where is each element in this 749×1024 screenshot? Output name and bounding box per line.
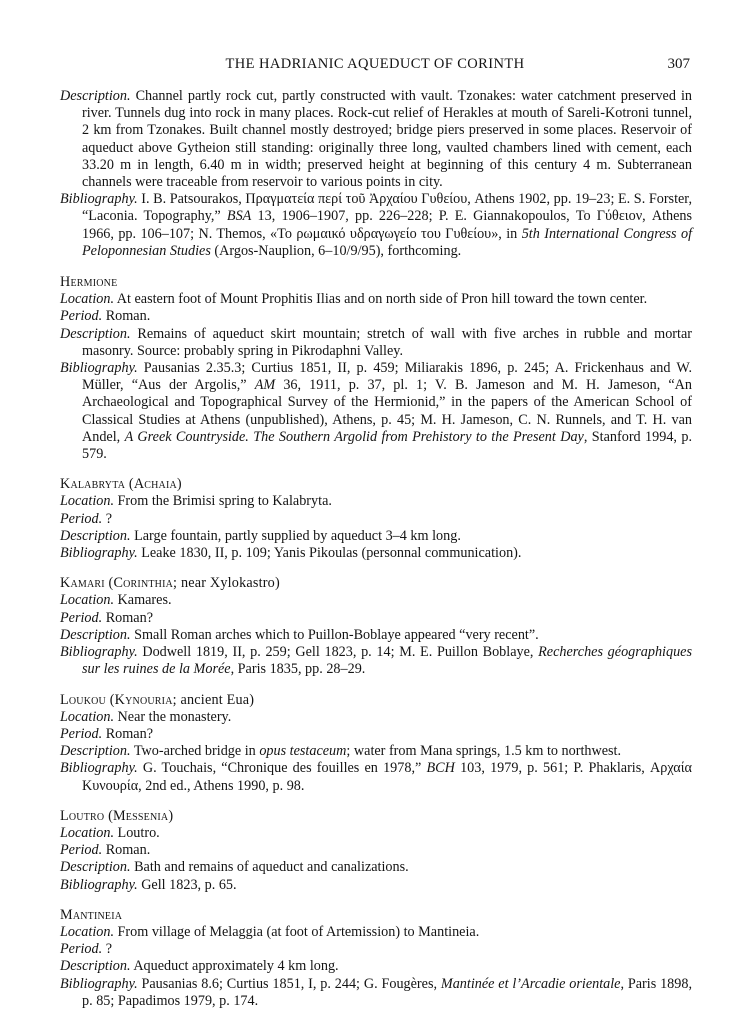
description-label: Description. — [60, 626, 131, 643]
entry-region: (Messenia) — [108, 807, 174, 824]
bibliography-label: Bibliography. — [60, 760, 138, 777]
bibliography-label: Bibliography. — [60, 975, 138, 992]
book-title: A Greek Countryside. The Southern Argolid from Prehistory to the Present Day — [124, 428, 584, 445]
description-field — [60, 743, 692, 760]
location-text: Near the monastery. — [117, 708, 232, 725]
description-field — [60, 326, 692, 360]
bibliography-field — [60, 644, 692, 678]
bibliography-text: , Stanford 1994, p. 579. — [82, 428, 692, 463]
period-text: Roman. — [105, 842, 151, 859]
entry-heading: Mantineia — [60, 906, 123, 923]
journal-title: BSA — [226, 208, 252, 225]
period-text: ? — [105, 941, 113, 958]
period-text: Roman. — [105, 308, 151, 325]
bibliography-text: Gell 1823, p. 65. — [141, 876, 237, 893]
bibliography-field — [60, 191, 692, 260]
location-field — [60, 592, 692, 609]
bibliography-field — [60, 877, 692, 894]
bibliography-text: Pausanias 8.6; Curtius 1851, I, p. 244; G. Fougères, — [141, 975, 438, 992]
description-field — [60, 528, 692, 545]
period-label: Period. — [60, 609, 103, 626]
bibliography-field — [60, 976, 692, 1010]
bibliography-text: 103, 1979, p. 561; P. Phaklaris, Αρχαία Κυνουρία, 2nd ed., Athens 1990, p. 98. — [82, 760, 692, 794]
publication-title: 5th International Congress of Peloponnesian Studies — [82, 225, 693, 259]
location-field — [60, 493, 692, 510]
period-field — [60, 842, 692, 859]
bibliography-text: 36, 1911, p. 37, pl. 1; V. B. Jameson and M. H. Jameson, “An Archaeological and Topographical Survey of the Hermionid,” in the papers of the American School of Classical Studies at Athens (unpublished), Athens, p. 45; M. H. Jameson, C. N. Runnels, and T. H. van Andel, — [82, 377, 693, 445]
description-text: Remains of aqueduct skirt mountain; stretch of wall with five arches in rubble and mortar masonry. Source: probably spring in Pikrodaphni Valley. — [82, 325, 692, 359]
location-label: Location. — [60, 493, 114, 510]
bibliography-label: Bibliography. — [60, 644, 138, 661]
page-body — [60, 88, 692, 1023]
bibliography-field — [60, 360, 692, 463]
entry-kalabryta — [60, 476, 692, 562]
bibliography-label: Bibliography. — [60, 191, 138, 208]
description-field — [60, 958, 692, 975]
entry-gytheion-continued — [60, 88, 692, 260]
description-field — [60, 627, 692, 644]
description-text: Small Roman arches which to Puillon-Boblaye appeared “very recent”. — [134, 626, 539, 643]
description-text: Channel partly rock cut, partly constructed with vault. Tzonakes: water catchment preserved in river. Tunnels dug into rock in many places. Rock-cut relief of Herakles at mouth of Sareli-Kotroni tunnel, 2 km from Tzonakes. Built channel mostly destroyed; bridge piers preserved in some places. Reservoir of aqueduct above Gytheion still standing: originally three long, vaulted chambers lined with cement, each 33.20 m in length, 6.40 m in width; preserved height at beginning of this century 4 m. Subterranean channels were traceable from reservoir to various points in city. — [82, 88, 692, 191]
entry-name: Kamari — [60, 575, 105, 592]
description-text: ; water from Mana springs, 1.5 km to northwest. — [346, 743, 622, 760]
entry-heading: Hermione — [60, 274, 118, 291]
page-number: 307 — [667, 56, 690, 72]
location-label: Location. — [60, 291, 114, 308]
period-text: Roman? — [105, 609, 153, 626]
entry-region-note: ancient Eua) — [180, 691, 255, 708]
bibliography-label: Bibliography. — [60, 876, 138, 893]
period-label: Period. — [60, 725, 103, 742]
journal-title: BCH — [426, 760, 455, 777]
book-title: Recherches géographiques sur les ruines de la Morée — [82, 644, 693, 678]
location-label: Location. — [60, 923, 114, 940]
description-label: Description. — [60, 958, 131, 975]
bibliography-text: I. B. Patsourakos, Πραγματεία περί τοῦ Ἀρχαίου Γυθείου, Athens 1902, pp. 19–23; E. S. Forster, “Laconia. Topography,” — [82, 191, 693, 225]
description-text: Aqueduct approximately 4 km long. — [133, 958, 339, 975]
entry-region: (Achaia) — [128, 476, 182, 493]
technical-term: opus testaceum — [259, 743, 347, 760]
entry-mantineia — [60, 907, 692, 1010]
description-label: Description. — [60, 527, 131, 544]
period-field — [60, 511, 692, 528]
bibliography-text: (Argos-Nauplion, 6–10/9/95), forthcoming. — [214, 242, 462, 259]
location-label: Location. — [60, 592, 114, 609]
bibliography-text: Leake 1830, II, p. 109; Yanis Pikoulas (personnal communication). — [141, 545, 522, 562]
entry-kamari — [60, 575, 692, 678]
period-field — [60, 941, 692, 958]
location-label: Location. — [60, 708, 114, 725]
period-label: Period. — [60, 510, 103, 527]
bibliography-field — [60, 760, 692, 794]
entry-name: Kalabryta — [60, 476, 126, 493]
entry-heading — [60, 575, 692, 592]
bibliography-text: Pausanias 2.35.3; Curtius 1851, II, p. 459; Miliarakis 1896, p. 245; A. Frickenhaus and W. Müller, “Aus der Argolis,” — [82, 360, 692, 394]
period-field — [60, 726, 692, 743]
location-text: Loutro. — [117, 824, 160, 841]
period-label: Period. — [60, 308, 103, 325]
location-field — [60, 291, 692, 308]
location-text: Kamares. — [117, 592, 172, 609]
period-label: Period. — [60, 941, 103, 958]
location-field — [60, 924, 692, 941]
description-text: Large fountain, partly supplied by aqueduct 3–4 km long. — [134, 527, 461, 544]
bibliography-label: Bibliography. — [60, 360, 138, 377]
entry-region-note: near Xylokastro) — [180, 575, 280, 592]
bibliography-text: , Paris 1835, pp. 28–29. — [230, 661, 366, 678]
entry-region: (Kynouria; — [109, 691, 177, 708]
entry-loutro — [60, 808, 692, 894]
location-label: Location. — [60, 824, 114, 841]
period-text: ? — [105, 510, 113, 527]
period-text: Roman? — [105, 725, 153, 742]
description-label: Description. — [60, 88, 131, 104]
running-title: THE HADRIANIC AQUEDUCT OF CORINTH — [225, 56, 525, 72]
period-field — [60, 308, 692, 325]
description-text: Two-arched bridge in — [133, 743, 256, 760]
entry-name: Loutro — [60, 807, 105, 824]
entry-heading — [60, 692, 692, 709]
description-field — [60, 859, 692, 876]
period-label: Period. — [60, 842, 103, 859]
bibliography-label: Bibliography. — [60, 545, 138, 562]
description-label: Description. — [60, 325, 131, 342]
bibliography-text: , Paris 1898, p. 85; Papadimos 1979, p. 174. — [82, 975, 693, 1009]
location-field — [60, 709, 692, 726]
journal-title: AM — [254, 377, 276, 394]
bibliography-text: G. Touchais, “Chronique des fouilles en 1978,” — [142, 760, 422, 777]
period-field — [60, 610, 692, 627]
description-text: Bath and remains of aqueduct and canalizations. — [134, 859, 409, 876]
entry-loukou — [60, 692, 692, 795]
location-text: From the Brimisi spring to Kalabryta. — [117, 493, 332, 510]
book-title: Mantinée et l’Arcadie orientale — [440, 975, 621, 992]
bibliography-text: 13, 1906–1907, pp. 226–228; P. E. Giannakopoulos, Το Γύθειον, Athens 1966, pp. 106–107; N. Themos, «Το ρωμαικό υδραγωγείο του Γυθείου», in — [82, 208, 693, 242]
entry-name: Loukou — [60, 691, 106, 708]
location-field — [60, 825, 692, 842]
entry-region: (Corinthia; — [108, 575, 178, 592]
bibliography-text: Dodwell 1819, II, p. 259; Gell 1823, p. 14; M. E. Puillon Boblaye, — [142, 644, 534, 661]
entry-hermione — [60, 274, 692, 463]
location-text: At eastern foot of Mount Prophitis Ilias and on north side of Pron hill toward the town center. — [116, 291, 648, 308]
bibliography-field — [60, 545, 692, 562]
entry-heading — [60, 476, 692, 493]
location-text: From village of Melaggia (at foot of Artemission) to Mantineia. — [117, 923, 480, 940]
description-label: Description. — [60, 743, 131, 760]
running-header — [60, 56, 690, 76]
entry-heading — [60, 808, 692, 825]
description-label: Description. — [60, 859, 131, 876]
description-field — [60, 88, 692, 191]
